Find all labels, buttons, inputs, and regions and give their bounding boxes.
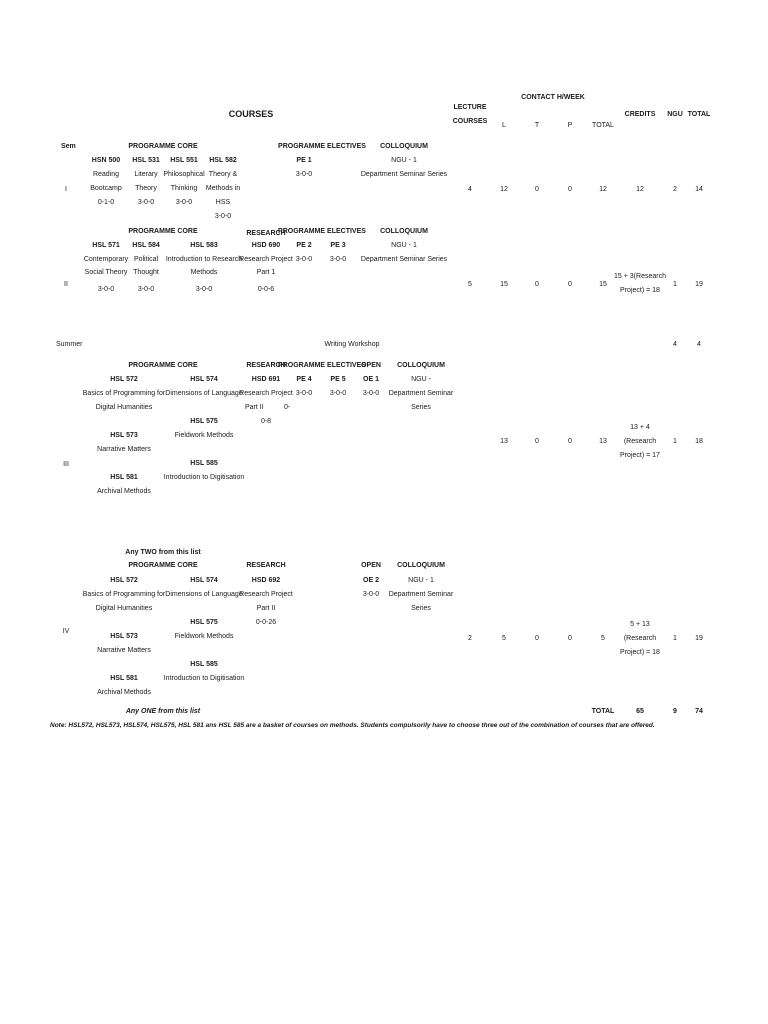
sem1-grand-total: 14 xyxy=(695,186,703,193)
sem4-hsl581-title: Archival Methods xyxy=(97,689,151,696)
sem1-label: I xyxy=(65,186,67,193)
sem3-hsl572-title-1: Basics of Programming for xyxy=(82,390,166,397)
sem3-ngu: 1 xyxy=(673,438,677,445)
sem2-colloquium: COLLOQUIUM xyxy=(380,228,428,235)
sem2-grand-total: 19 xyxy=(695,281,703,288)
totals-grand: 74 xyxy=(695,708,703,715)
sem2-lecture: 5 xyxy=(468,281,472,288)
sem3-research: RESEARCH xyxy=(246,362,286,369)
sem4-hsl573-code: HSL 573 xyxy=(110,633,138,640)
sem3-programme-core: PROGRAMME CORE xyxy=(128,362,198,369)
sem4-colloquium-ngu: NGU - 1 xyxy=(408,577,434,584)
sem3-credits-1: 13 + 4 xyxy=(630,424,650,431)
sem4-open: OPEN xyxy=(361,562,381,569)
sem4-total: 5 xyxy=(601,635,605,642)
course-ltp: 3-0-0 xyxy=(137,286,155,293)
sem4-any-one: Any ONE from this list xyxy=(125,708,201,715)
sem3-hsl573-code: HSL 573 xyxy=(110,432,138,439)
grand-total-header: TOTAL xyxy=(687,111,711,118)
course-code: HSL 531 xyxy=(132,157,160,164)
sem4-grand-total: 19 xyxy=(695,635,703,642)
sem2-pe3-ltp: 3-0-0 xyxy=(329,256,347,263)
sem3-pe4-ltp: 3-0-0 xyxy=(295,390,313,397)
sem2-total: 15 xyxy=(599,281,607,288)
course-code: HSN 500 xyxy=(91,157,121,164)
sem4-research: RESEARCH xyxy=(246,562,286,569)
sem1-colloquium-ngu: NGU - 1 xyxy=(391,157,417,164)
sem1-pe1: PE 1 xyxy=(296,157,312,164)
sem1-colloquium-series: Department Seminar Series xyxy=(360,171,448,178)
t-header: T xyxy=(534,122,540,129)
course-line: Social Theory xyxy=(84,269,128,276)
totals-label: TOTAL xyxy=(591,708,615,715)
sem3-programme-electives: PROGRAMME ELECTIVES xyxy=(278,362,366,369)
summer-label: Summer xyxy=(56,341,83,348)
course-code: HSD 690 xyxy=(251,242,281,249)
sem4-programme-core: PROGRAMME CORE xyxy=(128,562,198,569)
sem4-l: 5 xyxy=(502,635,506,642)
sem3-label: III xyxy=(63,461,69,468)
sem3-hsl581-code: HSL 581 xyxy=(110,474,138,481)
lecture-header-1: LECTURE xyxy=(453,104,487,111)
sem4-credits-3: Project) = 18 xyxy=(620,649,660,656)
course-ltp: 3-0-0 xyxy=(214,213,232,220)
sem3-p: 0 xyxy=(568,438,572,445)
course-line: Literary xyxy=(134,171,158,178)
sem4-credits-1: 5 + 13 xyxy=(630,621,650,628)
courses-heading: COURSES xyxy=(228,109,274,119)
sem2-l: 15 xyxy=(500,281,508,288)
course-line: Part 1 xyxy=(256,269,276,276)
sem3-hsl573-title: Narrative Matters xyxy=(97,446,151,453)
sem3-hsl574-title: Dimensions of Language xyxy=(165,390,243,397)
sem3-credits-3: Project) = 17 xyxy=(620,452,660,459)
ngu-header: NGU xyxy=(667,111,683,118)
sem1-programme-core: PROGRAMME CORE xyxy=(128,143,198,150)
course-ltp-a: 0- xyxy=(284,404,291,411)
sem2-colloquium-ngu: NGU - 1 xyxy=(391,242,417,249)
sem3-colloquium-series-1: Department Seminar xyxy=(388,390,454,397)
sem3-colloquium: COLLOQUIUM xyxy=(397,362,445,369)
sem3-credits-2: (Research xyxy=(623,438,657,445)
course-line: Philosophical xyxy=(163,171,205,178)
sem4-hsl581-code: HSL 581 xyxy=(110,675,138,682)
sem2-credits-1: 15 + 3(Research xyxy=(614,273,666,280)
sem4-label: IV xyxy=(62,628,70,635)
course-line: Methods xyxy=(190,269,218,276)
sem2-research: RESEARCH xyxy=(246,230,286,237)
sem4-colloquium-series-1: Department Seminar xyxy=(388,591,454,598)
sem2-pe2: PE 2 xyxy=(296,242,312,249)
sem3-grand-total: 18 xyxy=(695,438,703,445)
course-code: HSL 571 xyxy=(92,242,120,249)
course-line: Part II xyxy=(245,404,264,411)
sem2-pe3: PE 3 xyxy=(330,242,346,249)
course-line: Contemporary xyxy=(83,256,129,263)
course-line: Bootcamp xyxy=(90,185,122,192)
sem3-open: OPEN xyxy=(361,362,381,369)
sem3-hsl585-title: Introduction to Digitisation xyxy=(163,474,245,481)
course-ltp: 3-0-0 xyxy=(195,286,213,293)
sem3-colloquium-ngu: NGU - xyxy=(411,376,431,383)
sem2-credits-2: Project) = 18 xyxy=(620,287,660,294)
summer-grand-total: 4 xyxy=(697,341,701,348)
course-code: HSL 551 xyxy=(170,157,198,164)
sem4-hsl572-title-1: Basics of Programming for xyxy=(82,591,166,598)
course-line: Theory xyxy=(135,185,157,192)
sem3-hsl574-code: HSL 574 xyxy=(190,376,218,383)
course-line: Research Project xyxy=(239,591,293,598)
course-ltp: 0-0-26 xyxy=(255,619,277,626)
footnote: Note: HSL572, HSL573, HSL574, HSL575, HSL 581 ans HSL 585 are a basket of courses on methods. Students compulsorily have to choose three out of the combination of courses that are offered. xyxy=(50,722,655,729)
sem1-total: 12 xyxy=(599,186,607,193)
course-code: HSD 692 xyxy=(251,577,281,584)
course-line: Thought xyxy=(133,269,159,276)
sem2-p: 0 xyxy=(568,281,572,288)
sem3-hsl575-title: Fieldwork Methods xyxy=(174,432,234,439)
sem1-colloquium: COLLOQUIUM xyxy=(380,143,428,150)
sem4-oe2-ltp: 3-0-0 xyxy=(362,591,380,598)
sem1-programme-electives: PROGRAMME ELECTIVES xyxy=(278,143,366,150)
course-ltp: 3-0-0 xyxy=(97,286,115,293)
sem2-ngu: 1 xyxy=(673,281,677,288)
sem4-credits-2: (Research xyxy=(623,635,657,642)
sem2-pe2-ltp: 3-0-0 xyxy=(295,256,313,263)
sem4-hsl574-title: Dimensions of Language xyxy=(165,591,243,598)
course-line: Research Project xyxy=(239,390,293,397)
contact-header: CONTACT H/WEEK xyxy=(521,94,585,101)
sem1-pe1-ltp: 3-0-0 xyxy=(295,171,313,178)
sem4-ngu: 1 xyxy=(673,635,677,642)
course-ltp-b: 0-8 xyxy=(260,418,272,425)
sem4-any-two: Any TWO from this list xyxy=(125,549,201,556)
sem3-hsl572-title-2: Digital Humanities xyxy=(95,404,153,411)
credits-header: CREDITS xyxy=(624,111,656,118)
course-line: Theory & xyxy=(208,171,238,178)
sem4-colloquium-series-2: Series xyxy=(411,605,431,612)
sem2-programme-electives: PROGRAMME ELECTIVES xyxy=(278,228,366,235)
course-line: Political xyxy=(133,256,159,263)
sem3-total: 13 xyxy=(599,438,607,445)
sem4-lecture: 2 xyxy=(468,635,472,642)
course-code: HSD 691 xyxy=(251,376,281,383)
sem1-t: 0 xyxy=(535,186,539,193)
sem4-hsl575-title: Fieldwork Methods xyxy=(174,633,234,640)
sem3-pe5: PE 5 xyxy=(330,376,346,383)
course-ltp: 3-0-0 xyxy=(175,199,193,206)
sem3-pe5-ltp: 3-0-0 xyxy=(329,390,347,397)
sem4-hsl585-code: HSL 585 xyxy=(190,661,218,668)
sem3-hsl585-code: HSL 585 xyxy=(190,460,218,467)
totals-credits: 65 xyxy=(636,708,644,715)
total-header: TOTAL xyxy=(592,122,614,129)
course-ltp: 0-0-6 xyxy=(257,286,275,293)
sem3-hsl572-code: HSL 572 xyxy=(110,376,138,383)
sem3-colloquium-series-2: Series xyxy=(411,404,431,411)
sem4-hsl574-code: HSL 574 xyxy=(190,577,218,584)
sem3-hsl575-code: HSL 575 xyxy=(190,418,218,425)
sem3-oe1: OE 1 xyxy=(363,376,379,383)
sem4-hsl585-title: Introduction to Digitisation xyxy=(163,675,245,682)
course-code: HSL 584 xyxy=(132,242,160,249)
sem3-l: 13 xyxy=(500,438,508,445)
sem2-colloquium-series: Department Seminar Series xyxy=(360,256,448,263)
course-line: Research Project xyxy=(239,256,293,263)
sem4-colloquium: COLLOQUIUM xyxy=(397,562,445,569)
course-ltp: 3-0-0 xyxy=(137,199,155,206)
course-code: HSL 582 xyxy=(209,157,237,164)
sem4-oe2: OE 2 xyxy=(363,577,379,584)
summer-workshop: Writing Workshop xyxy=(324,341,380,348)
course-ltp: 0-1-0 xyxy=(97,199,115,206)
l-header: L xyxy=(502,122,506,129)
course-line: Methods in xyxy=(205,185,241,192)
sem1-p: 0 xyxy=(568,186,572,193)
sem4-hsl575-code: HSL 575 xyxy=(190,619,218,626)
sem1-lecture: 4 xyxy=(468,186,472,193)
course-line: Reading xyxy=(92,171,120,178)
course-line: Thinking xyxy=(170,185,198,192)
lecture-header-2: COURSES xyxy=(452,118,488,125)
p-header: P xyxy=(567,122,573,129)
course-line: Part II xyxy=(256,605,276,612)
sem3-hsl581-title: Archival Methods xyxy=(97,488,151,495)
sem4-hsl573-title: Narrative Matters xyxy=(97,647,151,654)
sem4-hsl572-title-2: Digital Humanities xyxy=(95,605,153,612)
sem3-t: 0 xyxy=(535,438,539,445)
course-code: HSL 583 xyxy=(190,242,218,249)
sem1-l: 12 xyxy=(500,186,508,193)
course-line: Introduction to Research xyxy=(165,256,243,263)
sem1-credits: 12 xyxy=(636,186,644,193)
sem2-programme-core: PROGRAMME CORE xyxy=(128,228,198,235)
sem-header: Sem xyxy=(61,143,76,150)
sem2-label: II xyxy=(64,281,68,288)
sem4-t: 0 xyxy=(535,635,539,642)
totals-ngu: 9 xyxy=(673,708,677,715)
sem3-pe4: PE 4 xyxy=(296,376,312,383)
course-line: HSS xyxy=(215,199,231,206)
sem3-oe1-ltp: 3-0-0 xyxy=(362,390,380,397)
sem4-hsl572-code: HSL 572 xyxy=(110,577,138,584)
sem1-ngu: 2 xyxy=(673,186,677,193)
summer-ngu: 4 xyxy=(673,341,677,348)
sem4-p: 0 xyxy=(568,635,572,642)
sem2-t: 0 xyxy=(535,281,539,288)
